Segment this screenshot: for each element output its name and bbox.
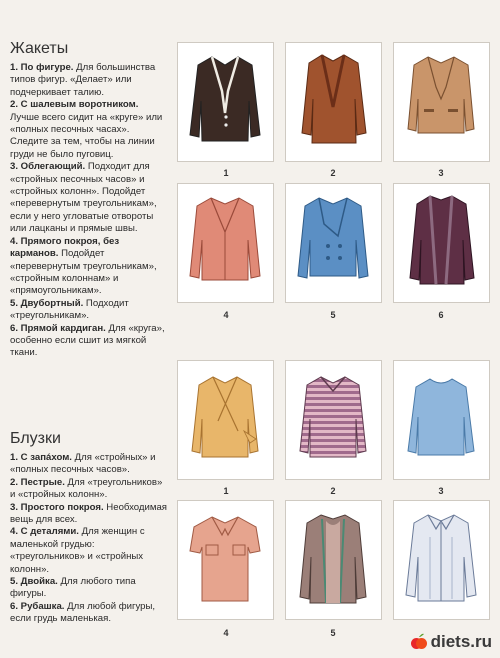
jacket-5-number: 5 xyxy=(330,310,336,320)
blouses-section xyxy=(10,430,168,626)
blouse-1-body xyxy=(192,377,258,457)
blouse-item-3 xyxy=(10,502,168,527)
blouse-item-6-head: 6. Рубашка. xyxy=(10,600,65,612)
blouse-item-4-head: 4. С деталями. xyxy=(10,526,79,538)
jacket-6-body xyxy=(410,196,474,284)
jacket-item-3 xyxy=(10,161,168,235)
blouse-4-detailed xyxy=(177,500,274,620)
jacket-1-number: 1 xyxy=(223,168,229,178)
jacket-2-number: 2 xyxy=(330,168,336,178)
blouse-6-shirt xyxy=(393,500,490,620)
jacket-item-2-text: Лучше всего сидит на «круге» или «полных песочных часах». Следите за тем, чтобы на линии груди не было пуговиц. xyxy=(10,111,163,160)
jacket-item-5-head: 5. Двубортный. xyxy=(10,297,84,309)
blouse-item-1-text: Для «стройных» и «полных песочных часов». xyxy=(10,452,156,476)
jacket-item-1-text: Для большинства типов фигур. «Делает» или подчеркивает талию. xyxy=(10,62,156,98)
jacket-3-tailored xyxy=(393,42,490,162)
blouse-item-2-text: Для «треугольников» и «стройных колонн». xyxy=(10,476,163,501)
jacket-1-body xyxy=(190,57,260,141)
jacket-item-6-text: Для «круга», особенно если сшит из мягкой ткани. xyxy=(10,322,165,359)
blouse-item-1-head: 1. С запáхом. xyxy=(10,452,72,463)
jacket-item-6-head: 6. Прямой кардиган. xyxy=(10,322,106,334)
jacket-6-cardigan xyxy=(393,183,490,303)
jacket-item-1 xyxy=(10,62,168,99)
blouse-2-striped xyxy=(285,360,382,480)
blouse-item-6 xyxy=(10,601,168,626)
jacket-item-5 xyxy=(10,298,168,323)
jacket-5-double-breasted xyxy=(285,183,382,303)
jacket-2-shawl-collar xyxy=(285,42,382,162)
blouse-5-twinset xyxy=(285,500,382,620)
jacket-item-4-text: Подойдет «перевернутым треугольникам», «стройным колоннам» и «прямоугольникам». xyxy=(10,248,157,297)
blouse-item-5-head: 5. Двойка. xyxy=(10,576,58,588)
blouse-4-number: 4 xyxy=(223,628,229,638)
blouse-2-body xyxy=(300,377,366,457)
blouse-3-number: 3 xyxy=(438,486,444,496)
blouse-5-number: 5 xyxy=(330,628,336,638)
jacket-item-1-head: 1. По фигуре. xyxy=(10,62,74,73)
jacket-item-6 xyxy=(10,323,168,360)
jacket-6-number: 6 xyxy=(438,310,444,320)
jacket-3-body xyxy=(408,57,474,133)
blouse-item-3-text: Необходимая вещь для всех. xyxy=(10,501,167,526)
blouse-3-body xyxy=(408,379,474,455)
blouse-3-plain xyxy=(393,360,490,480)
blouse-item-2 xyxy=(10,477,168,502)
blouse-1-wrap xyxy=(177,360,274,480)
blouse-2-number: 2 xyxy=(330,486,336,496)
jacket-item-4-head: 4. Прямого покроя, без карманов. xyxy=(10,235,120,260)
diets-logo xyxy=(409,632,492,652)
apple-icon xyxy=(409,632,429,652)
jacket-item-5-text: Подходит «треугольникам». xyxy=(10,297,129,322)
jackets-section xyxy=(10,40,168,360)
jacket-item-4 xyxy=(10,236,168,298)
blouse-item-5 xyxy=(10,576,168,601)
jacket-item-3-head: 3. Облегающий. xyxy=(10,161,86,173)
jacket-item-2 xyxy=(10,99,168,161)
blouse-item-2-head: 2. Пестрые. xyxy=(10,476,65,488)
jacket-5-body xyxy=(298,198,368,278)
jacket-1-fitted xyxy=(177,42,274,162)
jacket-3-number: 3 xyxy=(438,168,444,178)
blouse-1-number: 1 xyxy=(223,486,229,496)
blouse-item-4 xyxy=(10,526,168,576)
blouse-item-4-text: Для женщин с маленькой грудью: «треугольников» и «стройных колонн». xyxy=(10,526,145,575)
blouse-item-1 xyxy=(10,452,168,477)
jacket-item-2-head: 2. С шалевым воротником. xyxy=(10,99,139,111)
blouse-item-3-head: 3. Простого покроя. xyxy=(10,501,104,513)
blouse-item-5-text: Для любого типа фигуры. xyxy=(10,576,136,600)
jacket-4-straight xyxy=(177,183,274,303)
watermark-text: diets.ru xyxy=(430,632,492,651)
jackets-title: Жакеты xyxy=(10,40,69,57)
blouses-title: Блузки xyxy=(10,430,61,447)
blouse-item-6-text: Для любой фигуры, если грудь маленькая. xyxy=(10,600,156,625)
jacket-item-3-text: Подходит для «стройных песочных часов» и «стройных колонн». Подойдет «перевернутым треугольникам», если у него угловатые отвороты или лацканы и прямые швы. xyxy=(10,161,157,235)
jacket-4-number: 4 xyxy=(223,310,229,320)
